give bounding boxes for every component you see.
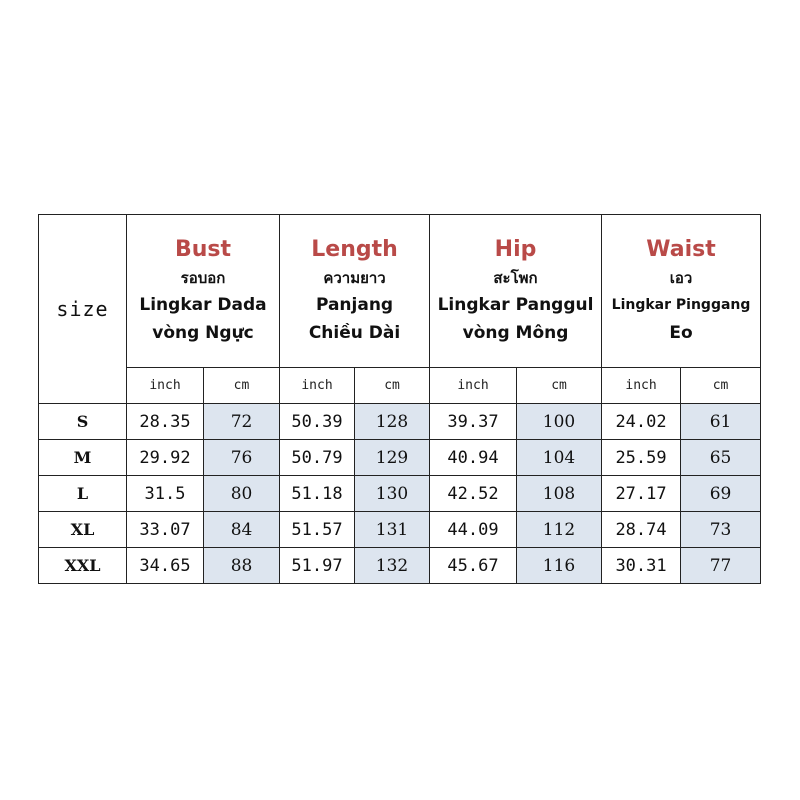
cm-value-cell: 77 <box>681 548 761 584</box>
group-waist <box>602 215 761 368</box>
row-size-label: S <box>39 404 127 440</box>
row-size-label: L <box>39 476 127 512</box>
inch-value-cell: 50.39 <box>280 404 355 440</box>
cm-value-cell: 108 <box>517 476 602 512</box>
size-header: size <box>39 215 127 404</box>
row-size-label: M <box>39 440 127 476</box>
inch-value-cell: 51.18 <box>280 476 355 512</box>
group-length <box>280 215 430 368</box>
inch-value-cell: 50.79 <box>280 440 355 476</box>
inch-value-cell: 39.37 <box>430 404 517 440</box>
group-title: Bust <box>174 237 232 262</box>
group-thai: สะโพก <box>493 269 538 287</box>
cm-value-cell: 69 <box>681 476 761 512</box>
group-vietnamese: vòng Mông <box>462 323 569 343</box>
cm-value-cell: 100 <box>517 404 602 440</box>
row-size-label: XL <box>39 512 127 548</box>
cm-value-cell: 129 <box>355 440 430 476</box>
group-thai: เอว <box>669 269 693 287</box>
group-hip <box>430 215 602 368</box>
group-thai: ความยาว <box>323 269 386 287</box>
size-chart-table <box>38 214 761 584</box>
inch-value-cell: 28.74 <box>602 512 681 548</box>
group-bust <box>127 215 280 368</box>
group-indonesian: Lingkar Pinggang <box>611 297 751 313</box>
group-vietnamese: vòng Ngực <box>152 323 254 343</box>
cm-value-cell: 73 <box>681 512 761 548</box>
unit-cm: cm <box>355 368 430 404</box>
cm-value-cell: 88 <box>204 548 280 584</box>
group-title: Length <box>311 237 398 262</box>
cm-value-cell: 112 <box>517 512 602 548</box>
inch-value-cell: 40.94 <box>430 440 517 476</box>
inch-value-cell: 25.59 <box>602 440 681 476</box>
group-vietnamese: Chiều Dài <box>308 323 401 343</box>
unit-cm: cm <box>204 368 280 404</box>
inch-value-cell: 44.09 <box>430 512 517 548</box>
inch-value-cell: 51.97 <box>280 548 355 584</box>
group-title: Waist <box>646 237 716 262</box>
group-title: Hip <box>494 237 537 262</box>
table-row <box>39 440 761 476</box>
cm-value-cell: 131 <box>355 512 430 548</box>
cm-value-cell: 76 <box>204 440 280 476</box>
cm-value-cell: 65 <box>681 440 761 476</box>
group-indonesian: Lingkar Dada <box>139 295 267 315</box>
group-indonesian: Lingkar Panggul <box>437 295 594 315</box>
cm-value-cell: 104 <box>517 440 602 476</box>
inch-value-cell: 31.5 <box>127 476 204 512</box>
unit-inch: inch <box>602 368 681 404</box>
cm-value-cell: 84 <box>204 512 280 548</box>
group-vietnamese: Eo <box>669 323 693 343</box>
inch-value-cell: 29.92 <box>127 440 204 476</box>
cm-value-cell: 80 <box>204 476 280 512</box>
inch-value-cell: 51.57 <box>280 512 355 548</box>
row-size-label: XXL <box>39 548 127 584</box>
table-row <box>39 548 761 584</box>
inch-value-cell: 34.65 <box>127 548 204 584</box>
cm-value-cell: 132 <box>355 548 430 584</box>
unit-row <box>39 368 761 404</box>
cm-value-cell: 116 <box>517 548 602 584</box>
group-thai: รอบอก <box>180 269 226 287</box>
table-row <box>39 512 761 548</box>
unit-inch: inch <box>280 368 355 404</box>
cm-value-cell: 130 <box>355 476 430 512</box>
inch-value-cell: 28.35 <box>127 404 204 440</box>
header-row <box>39 215 761 368</box>
unit-inch: inch <box>127 368 204 404</box>
unit-cm: cm <box>681 368 761 404</box>
inch-value-cell: 33.07 <box>127 512 204 548</box>
table-row <box>39 404 761 440</box>
cm-value-cell: 72 <box>204 404 280 440</box>
inch-value-cell: 27.17 <box>602 476 681 512</box>
inch-value-cell: 42.52 <box>430 476 517 512</box>
cm-value-cell: 128 <box>355 404 430 440</box>
unit-cm: cm <box>517 368 602 404</box>
group-indonesian: Panjang <box>315 295 394 315</box>
unit-inch: inch <box>430 368 517 404</box>
inch-value-cell: 45.67 <box>430 548 517 584</box>
inch-value-cell: 30.31 <box>602 548 681 584</box>
table-row <box>39 476 761 512</box>
cm-value-cell: 61 <box>681 404 761 440</box>
inch-value-cell: 24.02 <box>602 404 681 440</box>
